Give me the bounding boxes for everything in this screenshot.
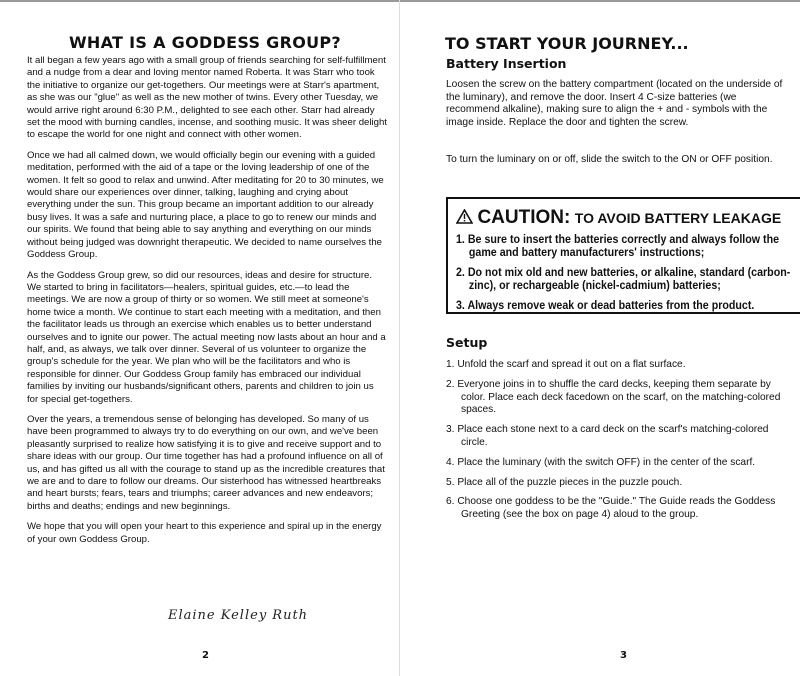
paragraph: Over the years, a tremendous sense of belonging has developed. So many of us have been programmed to always try to do everything on our own, and we've been pleasantly surprised to realize how satisfying it is to give and receive support and to share ideas with our group. Our time together has had a profound influence on all of us, and has gifted us all with the courage to stand up as the incredible creatures that we are and to dare to follow our dreams. Our sisterhood has witnessed heartbreaks and heart bursts; fears, tears and triumphs; career advances and new endeavors; births and deaths; endings and new beginnings. [27, 413, 385, 512]
signature: Elaine Kelley Ruth [168, 608, 309, 623]
list-item: 3. Always remove weak or dead batteries from the product. [456, 299, 755, 312]
list-item: 6. Choose one goddess to be the "Guide." The Guide reads the Goddess Greeting (see the box on page 4) aloud to the group. [446, 496, 776, 521]
list-item: 4. Place the luminary (with the switch OFF) in the center of the scarf. [446, 456, 756, 468]
paragraph: We hope that you will open your heart to this experience and spiral up in the energy of your own Goddess Group. [27, 521, 382, 545]
switch-instructions: To turn the luminary on or off, slide the switch to the ON or OFF position. [446, 154, 773, 165]
warning-triangle-icon [456, 209, 473, 224]
page-title: TO START YOUR JOURNEY... [445, 34, 689, 53]
caution-label: CAUTION: [477, 207, 571, 228]
caution-subtitle: TO AVOID BATTERY LEAKAGE [574, 210, 782, 226]
battery-heading: Battery Insertion [446, 56, 567, 71]
story-body [27, 55, 387, 554]
list-item: 3. Place each stone next to a card deck on the scarf's matching-colored circle. [446, 424, 769, 448]
setup-list [446, 359, 796, 529]
caution-header [456, 207, 781, 229]
list-item: 2. Everyone joins in to shuffle the card decks, keeping them separate by color. Place each deck facedown on the scarf, on the matching-colored spaces. [446, 378, 781, 416]
list-item: 1. Unfold the scarf and spread it out on a flat surface. [446, 359, 686, 370]
battery-instructions: Loosen the screw on the battery compartment (located on the underside of the luminary), and remove the door. Insert 4 C-size batteries (we recommend alkaline), making sure to align the + and - symbols with the image inside. Replace the door and tighten the screw. [446, 79, 783, 128]
paragraph: As the Goddess Group grew, so did our resources, ideas and desire for structure. We started to bring in facilitators—healers, spiritual guides, etc.—to lead the meetings. We are now a group of thirty or so women. We still meet at someone's home twice a month. We continue to start each meeting with a meditation, and then the facilitator leads us through an exercise which enables us to better understand ourselves and to ignite our power. The actual meeting now lasts about an hour and a half, and, as always, we talk over dinner. Several of us volunteer to organize the group's schedule for the year. We plan who will be the facilitators and who is responsible for dinner. Our Goddess Group family has embraced our individual families by inviting our husbands/significant others, parents and children to join us for special get-togethers. [27, 269, 386, 405]
caution-box [446, 197, 800, 314]
right-page [400, 0, 800, 676]
list-item: 1. Be sure to insert the batteries correctly and always follow the game and battery manufacturers' instructions; [456, 233, 780, 259]
caution-list [456, 233, 800, 319]
setup-heading: Setup [446, 335, 488, 350]
page-number: 2 [202, 650, 209, 661]
list-item: 2. Do not mix old and new batteries, or alkaline, standard (carbon-zinc), or rechargeable (nickel-cadmium) batteries; [456, 266, 791, 292]
page-number: 3 [620, 650, 627, 661]
list-item: 5. Place all of the puzzle pieces in the puzzle pouch. [446, 476, 683, 488]
paragraph: Once we had all calmed down, we would officially begin our evening with a guided meditation, performed with the aid of a tape or the loving leadership of one of the women. It felt so good to relax and unwind. After meditating for 20 to 30 minutes, we would share our experiences over dinner, talking, laughing and crying about everything under the sun. This group became an important addition to our already busy lives. It was a safe and nurturing place, a place to go to renew our minds and our spirits. We found that being able to say anything and everything on our minds without being judged was downright therapeutic. We decided to name ourselves the Goddess Group. [27, 149, 384, 261]
paragraph: It all began a few years ago with a small group of friends searching for self-fulfillment and a nudge from a dear and loving mentor named Roberta. It was Starr who took the initiative to organize our get-togethers. Our meetings were at Starr's apartment, as she was our "glue" as well as the new mother of twins. Every other Tuesday, we would arrive right around 6:30 P.M., delighted to see each other. Starr had already set the mood with burning candles, incense, and soothing music. It was sheer delight to escape the world for one night and connect with other women. [27, 55, 387, 141]
page-title: WHAT IS A GODDESS GROUP? [68, 33, 342, 52]
